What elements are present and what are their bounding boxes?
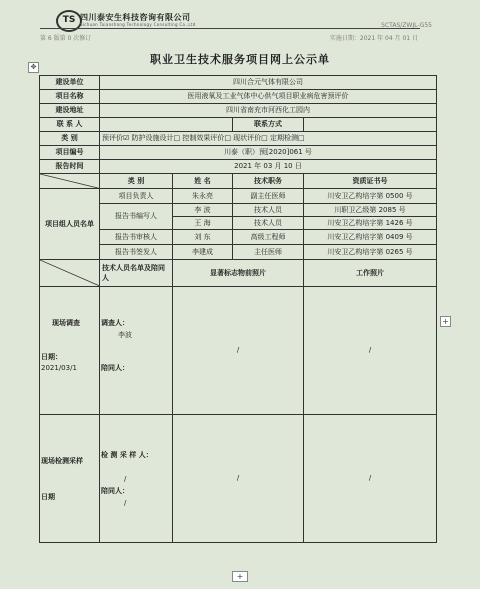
unit-value[interactable]: 四川合元气体有限公司 <box>100 76 437 90</box>
project-value[interactable]: 医用液氧及工业气体中心供气项目职业病危害预评价 <box>100 90 437 104</box>
member-cert[interactable]: 川安卫乙构培字第 0500 号 <box>304 189 437 204</box>
table-row <box>40 230 437 245</box>
member-category[interactable]: 报告书编写人 <box>100 204 173 230</box>
member-title[interactable]: 技术人员 <box>233 204 304 217</box>
sampling-escort-label: 陪同人： <box>101 487 129 495</box>
member-name[interactable]: 朱永亮 <box>173 189 233 204</box>
survey-work-photo[interactable]: / <box>304 287 437 415</box>
member-title[interactable]: 主任医师 <box>233 245 304 260</box>
sampling-sign-photo[interactable]: / <box>173 415 304 543</box>
table-row <box>40 245 437 260</box>
row-project <box>40 90 437 104</box>
members-header-name: 姓 名 <box>173 174 233 189</box>
photos-header-diagonal <box>40 260 100 287</box>
survey-investigator-value[interactable]: 李波 <box>118 331 132 339</box>
address-value[interactable]: 四川省南充市河西化工园内 <box>100 104 437 118</box>
survey-sign-photo[interactable]: / <box>173 287 304 415</box>
photos-header-work: 工作照片 <box>304 260 437 287</box>
publicity-form-table <box>39 75 437 543</box>
add-column-icon[interactable]: + <box>440 316 451 327</box>
member-category[interactable]: 报告书签发人 <box>100 245 173 260</box>
document-code: SCTAS/ZWJL-G55 <box>381 22 432 29</box>
member-name[interactable]: 王 海 <box>173 217 233 230</box>
row-address <box>40 104 437 118</box>
sampling-date-label: 日期 <box>41 493 55 501</box>
sampler-value[interactable]: / <box>124 475 127 483</box>
edition-text: 第 6 版第 0 次修订 <box>40 35 92 42</box>
sampling-person-cell <box>100 415 173 543</box>
header-divider <box>40 28 420 29</box>
row-project-no <box>40 146 437 160</box>
table-move-handle-icon[interactable]: ✥ <box>28 62 39 73</box>
members-group-label: 项目组人员名单 <box>40 189 100 260</box>
survey-row <box>40 287 437 415</box>
member-category[interactable]: 项目负责人 <box>100 189 173 204</box>
survey-escort-label: 陪同人： <box>101 364 129 372</box>
diagonal-line-icon <box>40 260 100 287</box>
diagonal-line-icon <box>40 174 100 189</box>
survey-date-label: 日期： <box>41 353 62 361</box>
unit-label: 建设单位 <box>40 76 100 90</box>
category-value[interactable]: 预评价☑ 防护设施设计□ 控制效果评价□ 现状评价□ 定期检测□ <box>100 132 437 146</box>
photos-header-row <box>40 260 437 287</box>
member-title[interactable]: 高级工程师 <box>233 230 304 245</box>
member-category[interactable]: 报告书审核人 <box>100 230 173 245</box>
contact-method-value[interactable] <box>304 118 437 132</box>
sampler-label: 检 测 采 样 人： <box>101 451 153 459</box>
member-cert[interactable]: 川职卫乙级第 2085 号 <box>304 204 437 217</box>
row-category <box>40 132 437 146</box>
sampling-row <box>40 415 437 543</box>
row-report-time <box>40 160 437 174</box>
category-label: 类 别 <box>40 132 100 146</box>
implementation-date: 实施日期：2021 年 04 月 01 日 <box>329 35 418 42</box>
address-label: 建设地址 <box>40 104 100 118</box>
member-name[interactable]: 李建成 <box>173 245 233 260</box>
survey-investigator-label: 调查人： <box>101 319 129 327</box>
members-header-category: 类 别 <box>100 174 173 189</box>
project-no-value[interactable]: 川泰（职）预[2020]061 号 <box>100 146 437 160</box>
member-cert[interactable]: 川安卫乙构培字第 0409 号 <box>304 230 437 245</box>
members-header-cert: 资质证书号 <box>304 174 437 189</box>
sampling-work-photo[interactable]: / <box>304 415 437 543</box>
row-unit <box>40 76 437 90</box>
members-header-diagonal <box>40 174 100 189</box>
project-no-label: 项目编号 <box>40 146 100 160</box>
table-row <box>40 204 437 217</box>
member-title[interactable]: 副主任医师 <box>233 189 304 204</box>
company-name: 四川泰安生科技咨询有限公司 <box>80 13 191 22</box>
survey-label: 现场调查 <box>52 319 80 327</box>
report-time-label: 报告时间 <box>40 160 100 174</box>
contact-label: 联 系 人 <box>40 118 100 132</box>
member-name[interactable]: 李 波 <box>173 204 233 217</box>
member-cert[interactable]: 川安卫乙构培字第 1426 号 <box>304 217 437 230</box>
member-name[interactable]: 刘 东 <box>173 230 233 245</box>
report-time-value[interactable]: 2021 年 03 月 10 日 <box>100 160 437 174</box>
photos-header-sign: 显著标志物前照片 <box>173 260 304 287</box>
sampling-cell <box>40 415 100 543</box>
survey-person-cell <box>100 287 173 415</box>
company-name-en: Sichuan Taianshang Technology Consulting Co.,Ltd <box>80 22 196 27</box>
company-logo: TS <box>56 10 82 32</box>
add-row-icon[interactable]: + <box>232 571 248 582</box>
survey-cell <box>40 287 100 415</box>
survey-date-value[interactable]: 2021/03/1 <box>41 364 77 372</box>
contact-method-label: 联系方式 <box>233 118 304 132</box>
row-contact <box>40 118 437 132</box>
contact-value[interactable] <box>100 118 233 132</box>
page-title: 职业卫生技术服务项目网上公示单 <box>150 53 330 66</box>
project-label: 项目名称 <box>40 90 100 104</box>
sampling-label: 现场检测采样 <box>41 457 83 465</box>
member-cert[interactable]: 川安卫乙构培字第 0265 号 <box>304 245 437 260</box>
member-title[interactable]: 技术人员 <box>233 217 304 230</box>
members-header-row <box>40 174 437 189</box>
photos-header-person: 技术人员名单及陪同人 <box>100 260 173 287</box>
members-header-title: 技术职务 <box>233 174 304 189</box>
table-row <box>40 189 437 204</box>
sampling-escort-value[interactable]: / <box>124 499 127 507</box>
